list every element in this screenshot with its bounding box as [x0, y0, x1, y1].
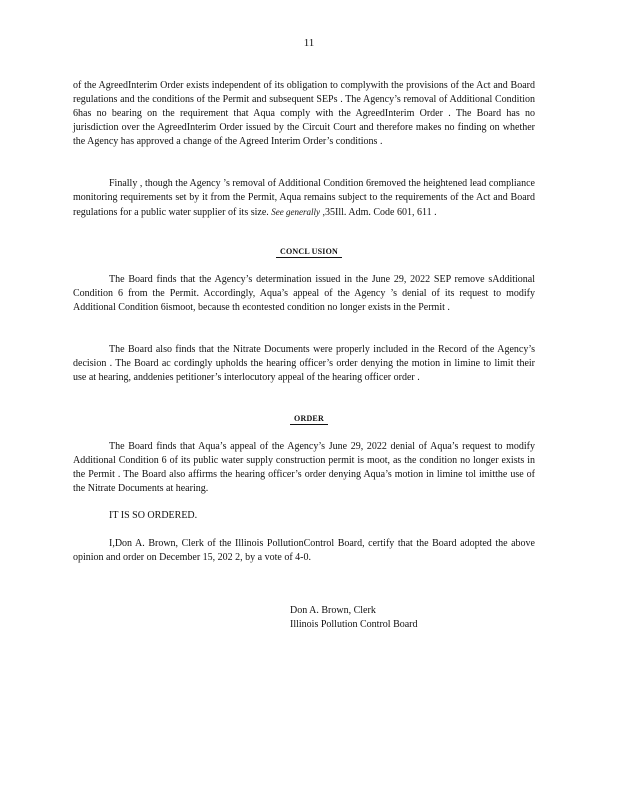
- signature-title: Illinois Pollution Control Board: [290, 619, 418, 630]
- citation-see-generally: See generally: [271, 207, 321, 217]
- signature-name: Don A. Brown, Clerk: [290, 605, 376, 616]
- paragraph-finally-text: Finally , though the Agency ’s removal of Additional Condition 6removed the heightened lead compliance monitoring requirements set by it from the Permit, Aqua remains subject to the requirements of the Act and Board regulations for a public water supplier of its size.: [73, 178, 535, 218]
- it-is-so-ordered: IT IS SO ORDERED.: [109, 510, 198, 521]
- order-heading-text: ORDER: [290, 414, 328, 425]
- citation-reference: ,35Ill. Adm. Code 601, 611 .: [322, 207, 437, 218]
- paragraph-agreed-interim-order: of the AgreedInterim Order exists independent of its obligation to complywith the provisions of the Act and Board regulations and the conditions of the Permit and subsequent SEPs . The Agency’s removal of Additional Condition 6has no bearing on the requirement that Aqua comply with the AgreedInterim Order . The Board has no jurisdiction over the AgreedInterim Order issued by the Circuit Court and therefore makes no finding on whether the Agency has approved a change of the Agreed Interim Order’s conditions .: [73, 80, 535, 147]
- conclusion-heading-text: CONCL USION: [276, 247, 342, 258]
- page-number: 11: [303, 37, 315, 49]
- paragraph-nitrate-documents: The Board also finds that the Nitrate Documents were properly included in the Record of the Agency’s decision . The Board ac cordingly upholds the hearing officer’s order denying the motion in limine to limit their use at hearing, anddenies petitioner’s interlocutory appeal of the hearing officer order .: [73, 344, 535, 383]
- paragraph-board-finds-determination: The Board finds that the Agency’s determination issued in the June 29, 2022 SEP remove sAdditional Condition 6 from the Permit. Accordingly, Aqua’s appeal of the Agency ’s denial of its request to modify Additional Condition 6ismoot, because th econtested condition no longer exists in the Permit .: [73, 274, 535, 313]
- clerk-certification: I,Don A. Brown, Clerk of the Illinois PollutionControl Board, certify that the Board adopted the above opinion and order on December 15, 202 2, by a vote of 4-0.: [73, 538, 535, 563]
- conclusion-heading: [0, 247, 618, 256]
- paragraph-order-findings: The Board finds that Aqua’s appeal of the Agency’s June 29, 2022 denial of Aqua’s request to modify Additional Condition 6 of its public water supply construction permit is moot, as the condition no longer exists in the Permit . The Board also affirms the hearing officer’s order denying Aqua’s motion in limine tol imitthe use of the Nitrate Documents at hearing.: [73, 441, 535, 494]
- paragraph-finally: [73, 177, 535, 220]
- order-heading: [0, 414, 618, 423]
- signature-block: [290, 604, 418, 632]
